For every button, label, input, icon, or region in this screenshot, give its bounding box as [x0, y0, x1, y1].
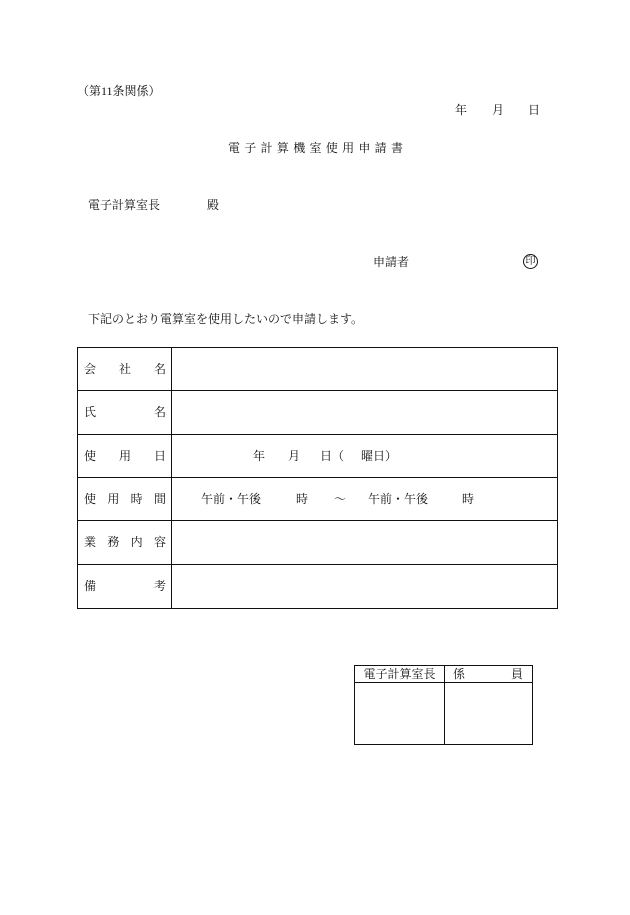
row-label-time — [78, 478, 172, 521]
row-label-text — [84, 450, 166, 462]
label-char: 業 — [84, 535, 97, 550]
row-label-text — [84, 580, 166, 592]
document-title — [228, 142, 403, 154]
addressee-name: 電子計算室長 — [88, 198, 161, 212]
company-name-field — [172, 348, 557, 391]
label-char: 請 — [374, 141, 387, 155]
article-reference: （第11条関係） — [77, 84, 161, 98]
label-char: 使 — [84, 448, 97, 463]
label-char: 会 — [84, 362, 97, 377]
row-label-company — [78, 348, 172, 391]
application-table — [77, 347, 558, 609]
time-range-separator: ～ — [334, 492, 347, 507]
seal-mark-icon: 印 — [523, 254, 538, 269]
label-char: 電 — [228, 141, 241, 155]
row-label-date — [78, 435, 172, 478]
approval-staff-label — [453, 668, 523, 680]
label-char: 係 — [453, 667, 466, 681]
label-char: 氏 — [84, 405, 97, 420]
usage-time-field — [172, 478, 557, 521]
label-char: 務 — [107, 535, 120, 550]
label-char: 備 — [84, 579, 97, 594]
row-label-text — [84, 493, 166, 505]
approval-head-stamp-area — [355, 683, 445, 744]
row-label-text — [84, 363, 166, 375]
approval-staff-stamp-area — [445, 683, 532, 744]
label-char: 間 — [153, 492, 166, 507]
label-char: 機 — [293, 141, 306, 155]
label-char: 申 — [358, 141, 371, 155]
label-char: 員 — [510, 667, 523, 681]
start-ampm: 午前・午後 — [201, 492, 262, 507]
label-char: 日 — [153, 448, 166, 463]
row-label-text — [84, 536, 166, 548]
remarks-field — [172, 565, 557, 608]
label-char: 考 — [153, 579, 166, 594]
addressee-honorific: 殿 — [207, 198, 220, 212]
date-month-label: 月 — [492, 103, 505, 117]
label-char: 算 — [276, 141, 289, 155]
work-content-field — [172, 521, 557, 564]
person-name-field — [172, 391, 557, 434]
label-char: 使 — [84, 492, 97, 507]
label-char: 用 — [118, 448, 131, 463]
approval-staff-header — [445, 666, 532, 683]
row-label-name — [78, 391, 172, 434]
usage-date-day: 日（ — [320, 448, 345, 463]
applicant-label: 申請者 — [373, 255, 410, 269]
start-hour: 時 — [296, 492, 309, 507]
row-label-remarks — [78, 565, 172, 608]
label-char: 名 — [153, 362, 166, 377]
approval-box — [354, 665, 533, 745]
usage-date-field — [172, 435, 557, 478]
usage-date-weekday: 曜日） — [361, 448, 398, 463]
label-char: 社 — [118, 362, 131, 377]
row-label-text — [84, 406, 166, 418]
row-label-work — [78, 521, 172, 564]
label-char: 用 — [342, 141, 355, 155]
label-char: 子 — [244, 141, 257, 155]
approval-head-label: 電子計算室長 — [363, 667, 436, 681]
label-char: 内 — [130, 535, 143, 550]
label-char: 時 — [130, 492, 143, 507]
label-char: 用 — [107, 492, 120, 507]
label-char: 計 — [260, 141, 273, 155]
end-ampm: 午前・午後 — [368, 492, 429, 507]
date-year-label: 年 — [455, 103, 468, 117]
label-char: 使 — [325, 141, 338, 155]
approval-head-header — [355, 666, 445, 683]
intro-sentence: 下記のとおり電算室を使用したいので申請します。 — [88, 312, 364, 326]
usage-date-month: 月 — [288, 448, 301, 463]
label-char: 室 — [309, 141, 322, 155]
usage-date-year: 年 — [253, 448, 266, 463]
label-char: 書 — [390, 141, 403, 155]
label-char: 名 — [153, 405, 166, 420]
date-day-label: 日 — [528, 103, 541, 117]
end-hour: 時 — [462, 492, 475, 507]
label-char: 容 — [153, 535, 166, 550]
